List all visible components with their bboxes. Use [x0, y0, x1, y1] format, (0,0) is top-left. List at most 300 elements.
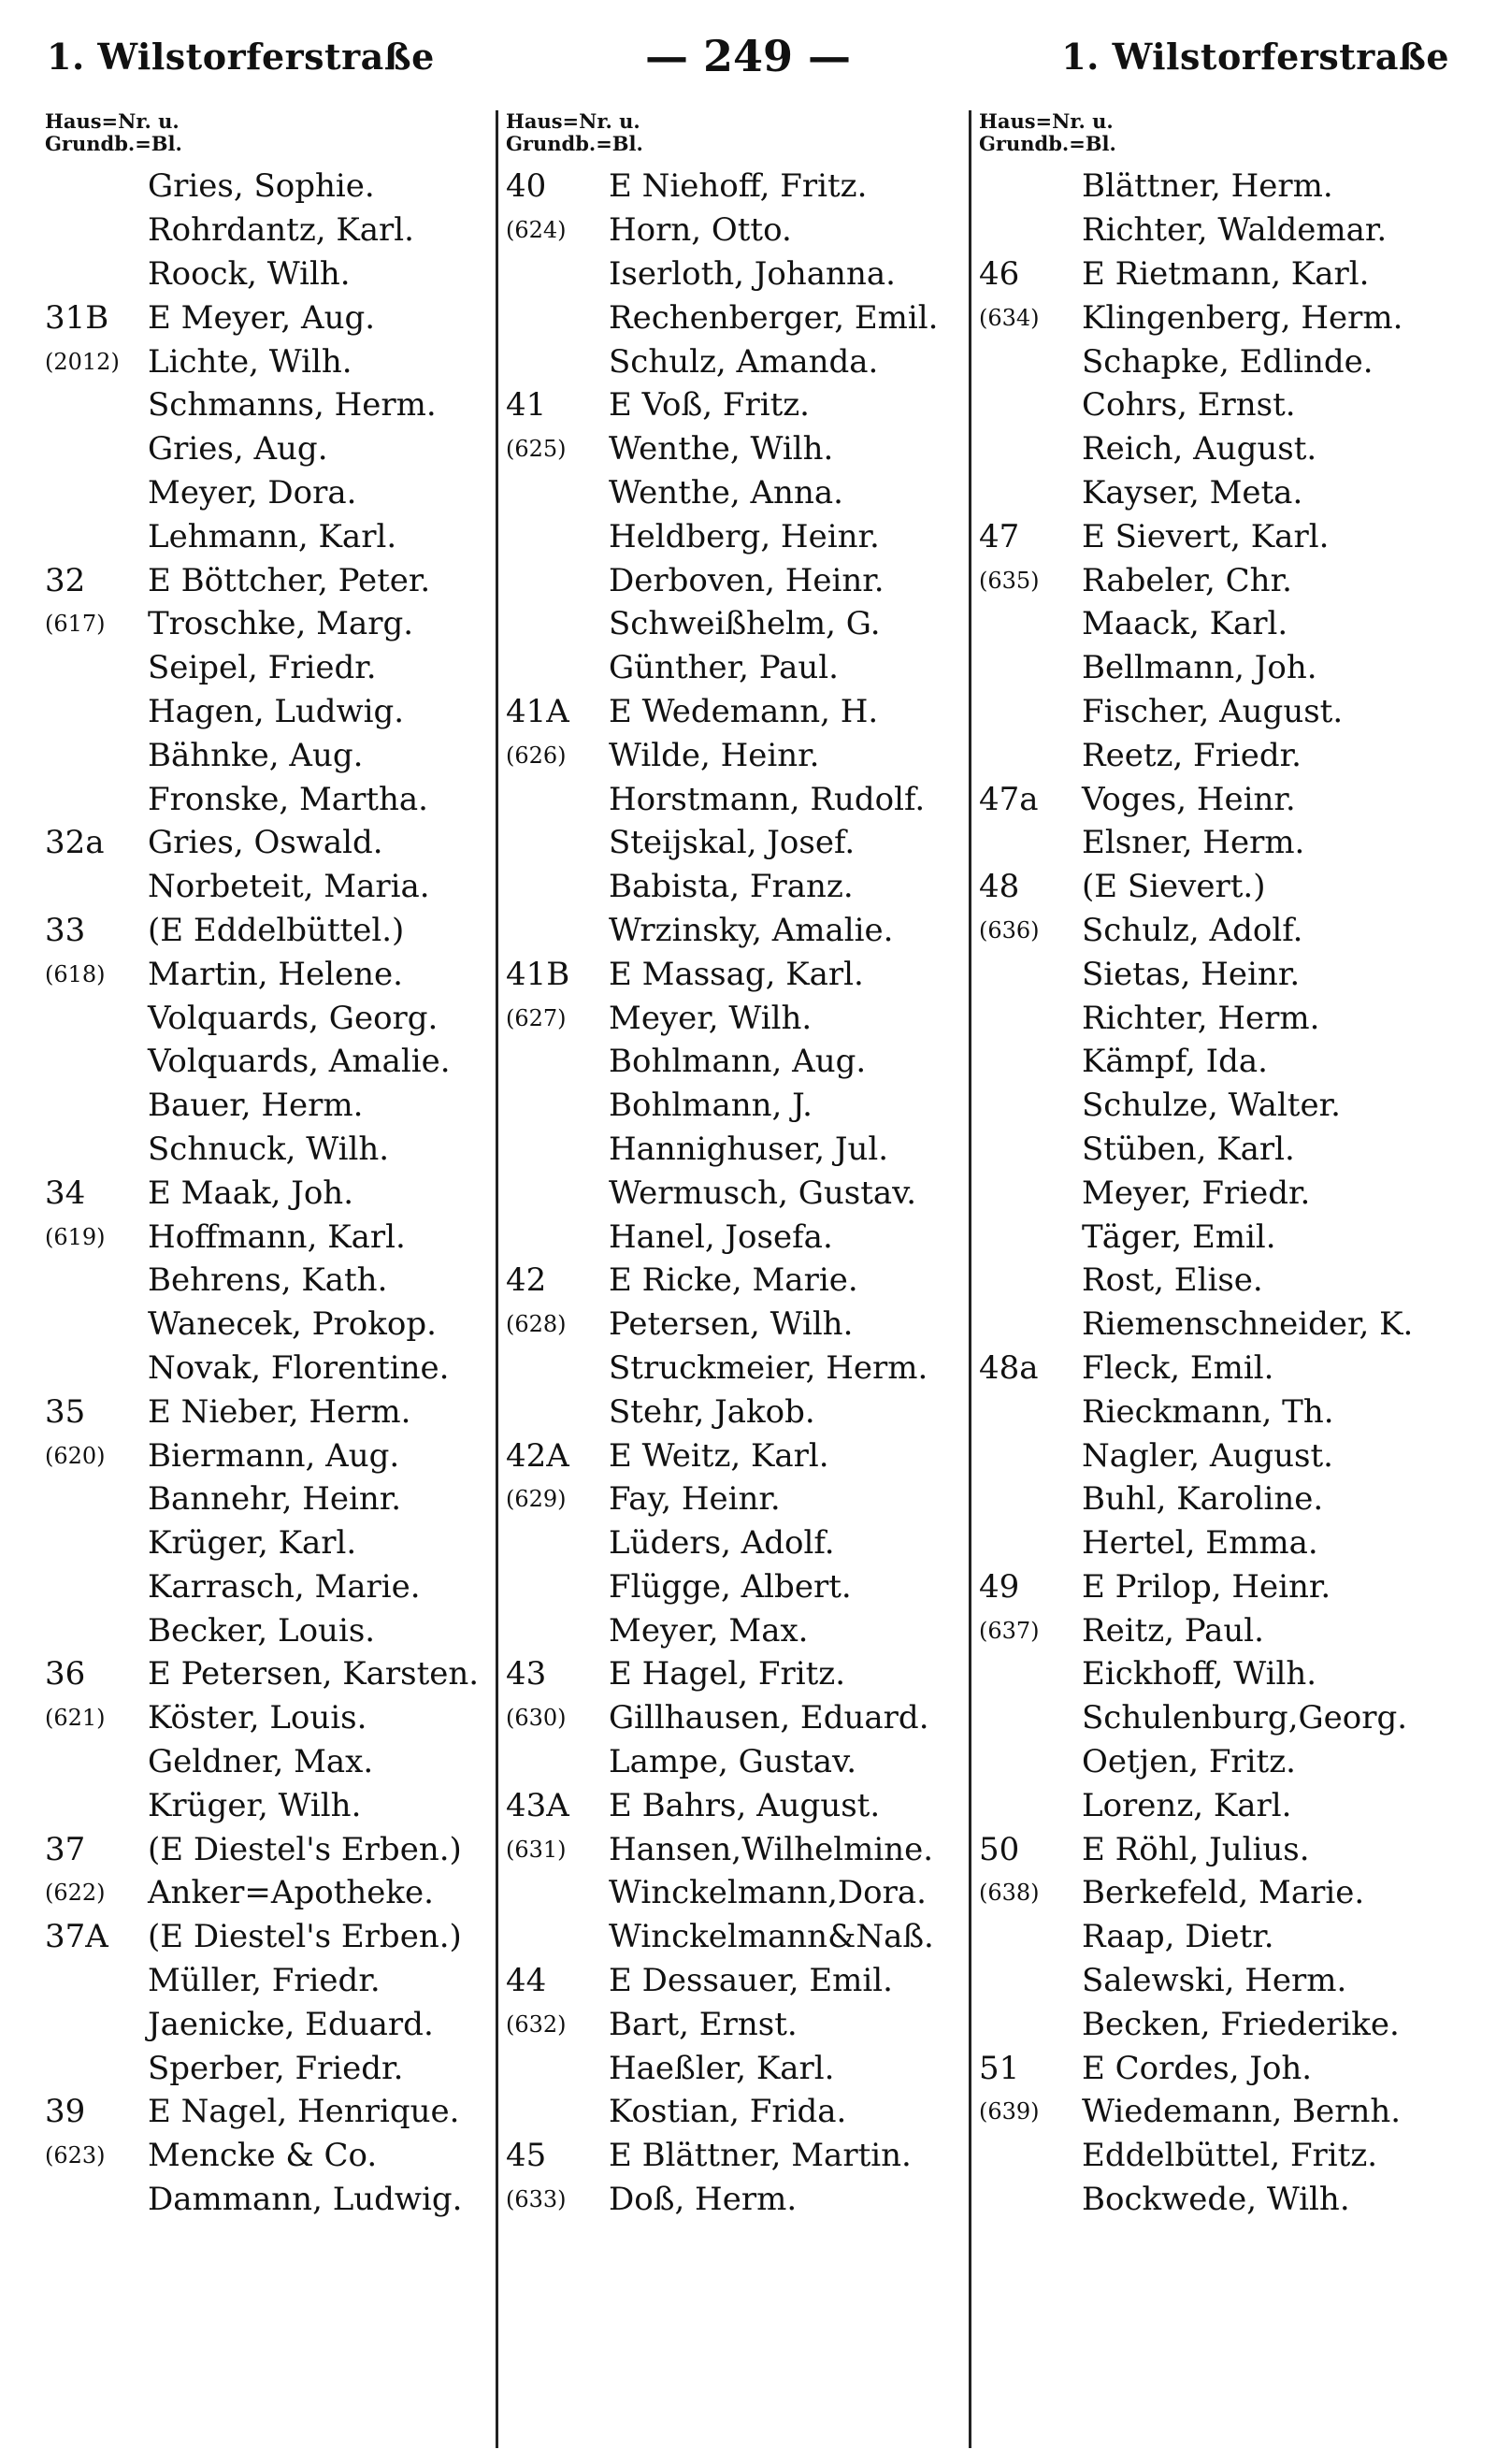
directory-entry	[506, 1477, 969, 1521]
resident-name: Cohrs, Ernst.	[1082, 386, 1296, 425]
resident-name: Novak, Florentine.	[148, 1348, 450, 1387]
directory-entry	[45, 2090, 496, 2134]
directory-entry	[506, 1171, 969, 1215]
resident-name: Becken, Friederike.	[1082, 2005, 1400, 2043]
directory-entry	[506, 2046, 969, 2090]
directory-entry	[506, 1390, 969, 1434]
house-number: 43	[506, 1655, 547, 1693]
directory-entry	[45, 1171, 496, 1215]
resident-name: Wanecek, Prokop.	[148, 1305, 437, 1344]
resident-name: Meyer, Wilh.	[609, 999, 813, 1037]
directory-entry	[979, 1521, 1451, 1565]
directory-entry	[979, 996, 1451, 1040]
house-number: 39	[45, 2093, 86, 2131]
column-3	[969, 110, 1451, 2448]
resident-name: Oetjen, Fritz.	[1082, 1743, 1296, 1781]
house-number: 42A	[506, 1436, 569, 1475]
directory-entry	[506, 427, 969, 471]
directory-entry	[45, 427, 496, 471]
resident-name: Schmanns, Herm.	[148, 386, 437, 425]
house-number: (622)	[45, 1880, 106, 1907]
directory-entry	[45, 1390, 496, 1434]
directory-entry	[506, 1128, 969, 1172]
directory-entry	[45, 1084, 496, 1128]
resident-name: E Nieber, Herm.	[148, 1392, 411, 1431]
directory-entry	[45, 1696, 496, 1740]
directory-entry	[506, 1827, 969, 1871]
directory-entry	[45, 1521, 496, 1565]
resident-name: Lichte, Wilh.	[148, 342, 352, 381]
directory-entry	[45, 733, 496, 777]
resident-name: Reetz, Friedr.	[1082, 736, 1302, 774]
directory-entry	[506, 690, 969, 734]
resident-name: Wrzinsky, Amalie.	[609, 911, 894, 949]
resident-name: Hannighuser, Jul.	[609, 1130, 889, 1168]
resident-name: Bockwede, Wilh.	[1082, 2181, 1350, 2219]
resident-name: Lorenz, Karl.	[1082, 1786, 1292, 1824]
directory-entry	[45, 952, 496, 996]
resident-name: Schulenburg,Georg.	[1082, 1699, 1408, 1737]
directory-entry	[506, 952, 969, 996]
directory-entry	[979, 2002, 1451, 2046]
resident-name: Schulz, Adolf.	[1082, 911, 1303, 949]
directory-entry	[979, 209, 1451, 252]
directory-entry	[45, 996, 496, 1040]
directory-entry	[979, 1347, 1451, 1391]
directory-entry	[506, 821, 969, 865]
resident-name: Derboven, Heinr.	[609, 561, 885, 599]
resident-name: E Hagel, Fritz.	[609, 1655, 846, 1693]
resident-name: E Niehoff, Fritz.	[609, 167, 868, 206]
directory-entry	[506, 733, 969, 777]
directory-entry	[45, 471, 496, 515]
house-number: (631)	[506, 1836, 567, 1863]
resident-name: Doß, Herm.	[609, 2181, 798, 2219]
house-number: (628)	[506, 1311, 567, 1338]
directory-entry	[979, 2046, 1451, 2090]
resident-name: Bart, Ernst.	[609, 2005, 798, 2043]
resident-name: Meyer, Dora.	[148, 473, 357, 512]
directory-entry	[45, 1347, 496, 1391]
house-number: (634)	[979, 304, 1040, 331]
resident-name: E Maak, Joh.	[148, 1174, 354, 1212]
resident-name: Köster, Louis.	[148, 1699, 367, 1737]
directory-entry	[506, 471, 969, 515]
house-number: 43A	[506, 1786, 569, 1824]
house-number: 49	[979, 1567, 1020, 1606]
page-number: — 249 —	[644, 31, 852, 81]
resident-name: Meyer, Friedr.	[1082, 1174, 1311, 1212]
directory-entry	[45, 1434, 496, 1477]
directory-entry	[506, 2090, 969, 2134]
directory-entry	[979, 1434, 1451, 1477]
house-number: 32a	[45, 824, 105, 862]
house-number: 34	[45, 1174, 86, 1212]
directory-entry	[506, 646, 969, 690]
header-street-left: 1. Wilstorferstraße	[47, 35, 435, 78]
page-header	[47, 28, 1449, 84]
directory-entry	[979, 733, 1451, 777]
directory-entry	[979, 1477, 1451, 1521]
resident-name: Klingenberg, Herm.	[1082, 298, 1403, 337]
directory-entry	[979, 339, 1451, 383]
resident-name: Flügge, Albert.	[609, 1567, 852, 1606]
house-number: (639)	[979, 2098, 1040, 2125]
house-number: (638)	[979, 1880, 1040, 1907]
resident-name: E Bahrs, August.	[609, 1786, 881, 1824]
resident-name: Mencke & Co.	[148, 2137, 378, 2175]
directory-entry	[506, 865, 969, 909]
resident-name: Stehr, Jakob.	[609, 1392, 815, 1431]
resident-name: Hoffmann, Karl.	[148, 1218, 406, 1256]
directory-entry	[506, 1696, 969, 1740]
directory-entry	[45, 1608, 496, 1652]
directory-entry	[506, 1434, 969, 1477]
resident-name: Horn, Otto.	[609, 211, 792, 250]
directory-entry	[45, 821, 496, 865]
resident-name: Täger, Emil.	[1082, 1218, 1276, 1256]
resident-name: Fischer, August.	[1082, 692, 1344, 730]
resident-name: Sperber, Friedr.	[148, 2049, 404, 2087]
directory-entry	[979, 1915, 1451, 1959]
resident-name: E Massag, Karl.	[609, 955, 864, 993]
directory-entry	[506, 602, 969, 646]
resident-name: Maack, Karl.	[1082, 605, 1288, 643]
resident-name: Wenthe, Wilh.	[609, 430, 834, 468]
house-number: (621)	[45, 1705, 106, 1732]
column-heading	[506, 110, 969, 165]
directory-entry	[506, 1303, 969, 1347]
directory-entry	[979, 1259, 1451, 1303]
directory-entry	[979, 1871, 1451, 1915]
directory-entry	[979, 1740, 1451, 1784]
resident-name: E Nagel, Henrique.	[148, 2093, 460, 2131]
directory-entry	[506, 383, 969, 427]
directory-entry	[45, 1871, 496, 1915]
house-number: (630)	[506, 1705, 567, 1732]
house-number: (624)	[506, 217, 567, 244]
directory-entry	[45, 2002, 496, 2046]
directory-entry	[979, 1171, 1451, 1215]
directory-entry	[979, 865, 1451, 909]
directory-entry	[979, 602, 1451, 646]
house-number: 33	[45, 911, 86, 949]
directory-entry	[979, 295, 1451, 339]
resident-name: Lampe, Gustav.	[609, 1743, 857, 1781]
resident-name: E Blättner, Martin.	[609, 2137, 912, 2175]
house-number: 47a	[979, 780, 1039, 818]
resident-name: Rechenberger, Emil.	[609, 298, 939, 337]
directory-entry	[979, 165, 1451, 209]
resident-name: Norbeteit, Maria.	[148, 868, 430, 906]
directory-entry	[979, 514, 1451, 558]
directory-entry	[506, 2178, 969, 2222]
resident-name: Salewski, Herm.	[1082, 1962, 1347, 2000]
resident-name: Kostian, Frida.	[609, 2093, 847, 2131]
directory-entry	[506, 295, 969, 339]
directory-entry	[45, 1259, 496, 1303]
resident-name: Rohrdantz, Karl.	[148, 211, 414, 250]
resident-name: Krüger, Wilh.	[148, 1786, 362, 1824]
directory-entry	[45, 295, 496, 339]
directory-entry	[506, 1652, 969, 1696]
directory-entry	[979, 1652, 1451, 1696]
resident-name: E Cordes, Joh.	[1082, 2049, 1313, 2087]
directory-entry	[979, 1959, 1451, 2003]
resident-name: Elsner, Herm.	[1082, 824, 1305, 862]
directory-entry	[506, 1608, 969, 1652]
resident-name: Blättner, Herm.	[1082, 167, 1333, 206]
resident-name: Lüders, Adolf.	[609, 1524, 835, 1563]
resident-name: Anker=Apotheke.	[148, 1874, 434, 1912]
directory-entry	[506, 2002, 969, 2046]
resident-name: (E Diestel's Erben.)	[148, 1918, 462, 1956]
house-number: 32	[45, 561, 86, 599]
resident-name: (E Diestel's Erben.)	[148, 1830, 462, 1868]
resident-name: Martin, Helene.	[148, 955, 403, 993]
resident-name: Bähnke, Aug.	[148, 736, 364, 774]
directory-entry	[979, 1696, 1451, 1740]
house-number: 41	[506, 386, 547, 425]
resident-name: Eickhoff, Wilh.	[1082, 1655, 1317, 1693]
directory-entry	[45, 558, 496, 602]
house-number: (626)	[506, 742, 567, 769]
resident-name: Rabeler, Chr.	[1082, 561, 1292, 599]
resident-name: Heldberg, Heinr.	[609, 517, 880, 555]
house-number: 35	[45, 1392, 86, 1431]
directory-entry	[45, 1783, 496, 1827]
resident-name: Roock, Wilh.	[148, 254, 351, 293]
resident-name: E Meyer, Aug.	[148, 298, 376, 337]
house-number: (629)	[506, 1486, 567, 1513]
house-number: 31B	[45, 298, 109, 337]
resident-name: Horstmann, Rudolf.	[609, 780, 926, 818]
directory-entry	[45, 690, 496, 734]
resident-name: Reich, August.	[1082, 430, 1317, 468]
column-1	[45, 110, 496, 2448]
directory-entry	[979, 2090, 1451, 2134]
directory-entry	[979, 777, 1451, 821]
column-heading	[45, 110, 496, 165]
house-number: 46	[979, 254, 1020, 293]
directory-entry	[979, 1783, 1451, 1827]
resident-name: Biermann, Aug.	[148, 1436, 400, 1475]
resident-name: E Weitz, Karl.	[609, 1436, 829, 1475]
resident-name: Kämpf, Ida.	[1082, 1043, 1268, 1081]
directory-entry	[45, 1215, 496, 1259]
house-number: 44	[506, 1962, 547, 2000]
resident-name: Müller, Friedr.	[148, 1962, 381, 2000]
directory-entry	[45, 909, 496, 953]
house-number: 45	[506, 2137, 547, 2175]
resident-name: Hanel, Josefa.	[609, 1218, 833, 1256]
resident-name: Karrasch, Marie.	[148, 1567, 421, 1606]
resident-name: Wenthe, Anna.	[609, 473, 843, 512]
house-number: 37	[45, 1830, 86, 1868]
resident-name: Hagen, Ludwig.	[148, 692, 405, 730]
resident-name: Reitz, Paul.	[1082, 1611, 1264, 1650]
house-number: 42	[506, 1261, 547, 1300]
directory-entry	[45, 252, 496, 296]
resident-name: Struckmeier, Herm.	[609, 1348, 928, 1387]
directory-entry	[45, 2134, 496, 2178]
resident-name: Hansen,Wilhelmine.	[609, 1830, 934, 1868]
resident-name: E Röhl, Julius.	[1082, 1830, 1310, 1868]
column-heading-line: Grundb.=Bl.	[45, 132, 182, 155]
directory-entry	[979, 1565, 1451, 1609]
house-number: (636)	[979, 916, 1040, 944]
directory-entry	[506, 1347, 969, 1391]
directory-entry	[506, 339, 969, 383]
house-number: 48a	[979, 1348, 1039, 1387]
directory-entry	[45, 514, 496, 558]
directory-entry	[506, 252, 969, 296]
house-number: 41A	[506, 692, 569, 730]
directory-entry	[506, 1215, 969, 1259]
resident-name: Schapke, Edlinde.	[1082, 342, 1374, 381]
directory-entry	[979, 821, 1451, 865]
header-street-right: 1. Wilstorferstraße	[1061, 35, 1449, 78]
directory-entry	[45, 646, 496, 690]
house-number: 37A	[45, 1918, 108, 1956]
directory-entry	[506, 909, 969, 953]
resident-name: Buhl, Karoline.	[1082, 1480, 1324, 1519]
resident-name: Petersen, Wilh.	[609, 1305, 854, 1344]
resident-name: Krüger, Karl.	[148, 1524, 357, 1563]
resident-name: E Dessauer, Emil.	[609, 1962, 893, 2000]
directory-entry	[45, 1740, 496, 1784]
directory-entry	[45, 1652, 496, 1696]
resident-name: Seipel, Friedr.	[148, 649, 377, 687]
directory-entry	[506, 1740, 969, 1784]
directory-entry	[506, 558, 969, 602]
house-number: 41B	[506, 955, 570, 993]
directory-entry	[979, 252, 1451, 296]
house-number: (619)	[45, 1223, 106, 1250]
resident-name: E Ricke, Marie.	[609, 1261, 858, 1300]
resident-name: Jaenicke, Eduard.	[148, 2005, 434, 2043]
directory-entry	[45, 1959, 496, 2003]
directory-entry	[45, 339, 496, 383]
column-heading	[979, 110, 1451, 165]
directory-entry	[45, 602, 496, 646]
resident-name: Sietas, Heinr.	[1082, 955, 1301, 993]
resident-name: Wilde, Heinr.	[609, 736, 820, 774]
house-number: (618)	[45, 960, 106, 987]
directory-entry	[979, 1303, 1451, 1347]
resident-name: Fleck, Emil.	[1082, 1348, 1274, 1387]
directory-entry	[979, 1827, 1451, 1871]
resident-name: Gries, Oswald.	[148, 824, 383, 862]
directory-entry	[45, 2046, 496, 2090]
resident-name: Voges, Heinr.	[1082, 780, 1296, 818]
directory-entry	[979, 1215, 1451, 1259]
directory-entry	[979, 1608, 1451, 1652]
resident-name: Rieckmann, Th.	[1082, 1392, 1334, 1431]
resident-name: E Wedemann, H.	[609, 692, 879, 730]
directory-entry	[979, 909, 1451, 953]
directory-entry	[979, 558, 1451, 602]
directory-entry	[45, 1565, 496, 1609]
resident-name: Stüben, Karl.	[1082, 1130, 1295, 1168]
resident-name: Gries, Aug.	[148, 430, 328, 468]
resident-name: E Prilop, Heinr.	[1082, 1567, 1331, 1606]
house-number: (632)	[506, 2010, 567, 2038]
resident-name: Nagler, August.	[1082, 1436, 1333, 1475]
column-heading-line: Haus=Nr. u.	[45, 109, 180, 133]
resident-name: Winckelmann&Naß.	[609, 1918, 934, 1956]
resident-name: Wermusch, Gustav.	[609, 1174, 917, 1212]
house-number: 51	[979, 2049, 1020, 2087]
column-heading-line: Grundb.=Bl.	[979, 132, 1116, 155]
house-number: 47	[979, 517, 1020, 555]
directory-columns	[45, 110, 1451, 2448]
resident-name: Iserloth, Johanna.	[609, 254, 896, 293]
resident-name: Bohlmann, J.	[609, 1087, 813, 1125]
resident-name: Babista, Franz.	[609, 868, 854, 906]
resident-name: Schulze, Walter.	[1082, 1087, 1341, 1125]
house-number: (627)	[506, 1004, 567, 1031]
resident-name: Rost, Elise.	[1082, 1261, 1263, 1300]
directory-entry	[45, 865, 496, 909]
resident-name: Richter, Waldemar.	[1082, 211, 1388, 250]
column-heading-line: Haus=Nr. u.	[506, 109, 640, 133]
resident-name: Fay, Heinr.	[609, 1480, 781, 1519]
resident-name: Lehmann, Karl.	[148, 517, 397, 555]
directory-entry	[506, 996, 969, 1040]
directory-entry	[506, 1565, 969, 1609]
resident-name: E Voß, Fritz.	[609, 386, 810, 425]
resident-name: Schnuck, Wilh.	[148, 1130, 390, 1168]
directory-entry	[979, 1084, 1451, 1128]
directory-entry	[506, 2134, 969, 2178]
resident-name: Kayser, Meta.	[1082, 473, 1303, 512]
resident-name: Gillhausen, Eduard.	[609, 1699, 929, 1737]
resident-name: Günther, Paul.	[609, 649, 839, 687]
resident-name: Behrens, Kath.	[148, 1261, 388, 1300]
house-number: (637)	[979, 1617, 1040, 1644]
directory-entry	[979, 1040, 1451, 1084]
house-number: (625)	[506, 436, 567, 463]
directory-entry	[979, 471, 1451, 515]
directory-entry	[506, 1521, 969, 1565]
resident-name: Fronske, Martha.	[148, 780, 428, 818]
house-number: 50	[979, 1830, 1020, 1868]
resident-name: Raap, Dietr.	[1082, 1918, 1274, 1956]
house-number: (620)	[45, 1442, 106, 1469]
directory-entry	[979, 383, 1451, 427]
directory-entry	[979, 427, 1451, 471]
resident-name: E Petersen, Karsten.	[148, 1655, 480, 1693]
directory-entry	[45, 209, 496, 252]
directory-entry	[45, 1303, 496, 1347]
resident-name: Gries, Sophie.	[148, 167, 375, 206]
directory-entry	[506, 1871, 969, 1915]
column-2	[496, 110, 969, 2448]
directory-entry	[45, 1040, 496, 1084]
house-number: 40	[506, 167, 547, 206]
resident-name: Berkefeld, Marie.	[1082, 1874, 1365, 1912]
directory-entry	[979, 952, 1451, 996]
resident-name: (E Sievert.)	[1082, 868, 1266, 906]
resident-name: Schweißhelm, G.	[609, 605, 881, 643]
resident-name: Schulz, Amanda.	[609, 342, 879, 381]
house-number: (623)	[45, 2142, 106, 2169]
directory-entry	[45, 1128, 496, 1172]
house-number: 36	[45, 1655, 86, 1693]
directory-entry	[506, 1040, 969, 1084]
directory-entry	[506, 1259, 969, 1303]
